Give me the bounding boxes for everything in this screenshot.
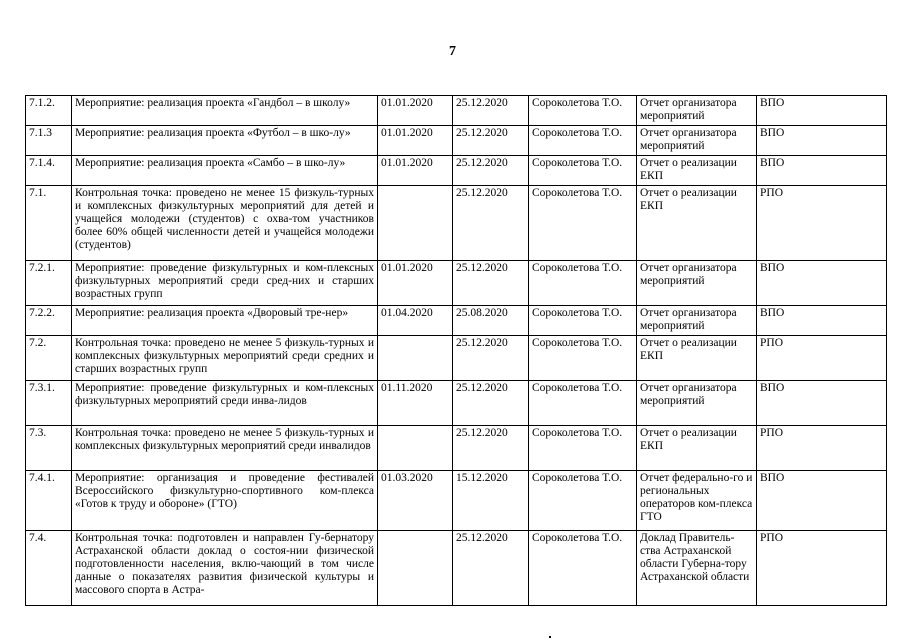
level-cell: ВПО [757,156,887,186]
level-cell: ВПО [757,261,887,306]
plan-table-body [26,96,887,606]
table-row [26,96,887,126]
row-number: 7.3.1. [26,381,72,426]
start-date-cell: 01.11.2020 [378,381,453,426]
row-number: 7.2.2. [26,306,72,336]
start-date-cell: 01.03.2020 [378,471,453,531]
start-date-cell: 01.01.2020 [378,261,453,306]
end-date-cell: 25.12.2020 [453,126,529,156]
start-date-cell: 01.01.2020 [378,96,453,126]
activity-cell: Мероприятие: реализация проекта «Самбо – в шко-лу» [72,156,378,186]
responsible-cell: Сороколетова Т.О. [529,126,637,156]
activity-cell: Мероприятие: реализация проекта «Футбол – в шко-лу» [72,126,378,156]
table-row [26,531,887,606]
table-row [26,261,887,306]
end-date-cell: 25.12.2020 [453,186,529,261]
start-date-cell: 01.04.2020 [378,306,453,336]
document-cell: Отчет федерально-го и региональных операторов ком-плекса ГТО [637,471,757,531]
table-row [26,156,887,186]
start-date-cell [378,336,453,381]
responsible-cell: Сороколетова Т.О. [529,261,637,306]
row-number: 7.1.2. [26,96,72,126]
level-cell: ВПО [757,126,887,156]
row-number: 7.3. [26,426,72,471]
table-row [26,381,887,426]
level-cell: ВПО [757,306,887,336]
document-cell: Отчет организатора мероприятий [637,261,757,306]
document-cell: Отчет организатора мероприятий [637,96,757,126]
row-number: 7.1.3 [26,126,72,156]
responsible-cell: Сороколетова Т.О. [529,471,637,531]
end-date-cell: 25.12.2020 [453,261,529,306]
responsible-cell: Сороколетова Т.О. [529,426,637,471]
plan-table [25,95,887,606]
level-cell: РПО [757,186,887,261]
level-cell: ВПО [757,381,887,426]
end-date-cell: 25.08.2020 [453,306,529,336]
row-number: 7.2.1. [26,261,72,306]
table-row [26,186,887,261]
document-cell: Отчет организатора мероприятий [637,126,757,156]
document-cell: Отчет о реализации ЕКП [637,156,757,186]
responsible-cell: Сороколетова Т.О. [529,531,637,606]
activity-cell: Контрольная точка: проведено не менее 5 физкуль-турных и комплексных физкультурных мероприятий среди средних и старших возрастных групп [72,336,378,381]
end-date-cell: 25.12.2020 [453,426,529,471]
end-date-cell: 25.12.2020 [453,336,529,381]
page-number: 7 [449,44,456,59]
document-cell: Отчет организатора мероприятий [637,306,757,336]
end-date-cell: 25.12.2020 [453,381,529,426]
responsible-cell: Сороколетова Т.О. [529,306,637,336]
end-date-cell: 25.12.2020 [453,156,529,186]
responsible-cell: Сороколетова Т.О. [529,336,637,381]
responsible-cell: Сороколетова Т.О. [529,381,637,426]
start-date-cell [378,186,453,261]
level-cell: РПО [757,426,887,471]
level-cell: ВПО [757,471,887,531]
scan-speck [549,636,551,638]
document-cell: Доклад Правитель-ства Астраханской области Губерна-тору Астраханской области [637,531,757,606]
start-date-cell [378,426,453,471]
end-date-cell: 15.12.2020 [453,471,529,531]
activity-cell: Мероприятие: проведение физкультурных и ком-плексных физкультурных мероприятий среди сред-них и старших возрастных групп [72,261,378,306]
row-number: 7.4.1. [26,471,72,531]
end-date-cell: 25.12.2020 [453,96,529,126]
table-row [26,126,887,156]
start-date-cell: 01.01.2020 [378,126,453,156]
activity-cell: Контрольная точка: подготовлен и направлен Гу-бернатору Астраханской области доклад о состоя-нии физической подготовленности населения, вклю-чающий в том числе данные о показателях развития физической культуры и массового спорта в Астра- [72,531,378,606]
activity-cell: Мероприятие: реализация проекта «Гандбол – в школу» [72,96,378,126]
table-row [26,336,887,381]
activity-cell: Мероприятие: организация и проведение фестивалей Всероссийского физкультурно-спортивного ком-плекса «Готов к труду и обороне» (ГТО) [72,471,378,531]
document-cell: Отчет о реализации ЕКП [637,336,757,381]
table-row [26,471,887,531]
activity-cell: Мероприятие: реализация проекта «Дворовый тре-нер» [72,306,378,336]
level-cell: ВПО [757,96,887,126]
responsible-cell: Сороколетова Т.О. [529,156,637,186]
start-date-cell: 01.01.2020 [378,156,453,186]
level-cell: РПО [757,336,887,381]
level-cell: РПО [757,531,887,606]
row-number: 7.1. [26,186,72,261]
table-row [26,426,887,471]
activity-cell: Контрольная точка: проведено не менее 5 физкуль-турных и комплексных физкультурных мероприятий среди инвалидов [72,426,378,471]
table-row [26,306,887,336]
document-cell: Отчет о реализации ЕКП [637,426,757,471]
responsible-cell: Сороколетова Т.О. [529,186,637,261]
row-number: 7.1.4. [26,156,72,186]
document-cell: Отчет о реализации ЕКП [637,186,757,261]
document-cell: Отчет организатора мероприятий [637,381,757,426]
start-date-cell [378,531,453,606]
activity-cell: Контрольная точка: проведено не менее 15 физкуль-турных и комплексных физкультурных мероприятий для детей и учащейся молодежи (студентов) с охва-том участников более 60% общей численности детей и учащейся молодежи (студентов) [72,186,378,261]
end-date-cell: 25.12.2020 [453,531,529,606]
activity-cell: Мероприятие: проведение физкультурных и ком-плексных физкультурных мероприятий среди инва-лидов [72,381,378,426]
responsible-cell: Сороколетова Т.О. [529,96,637,126]
row-number: 7.2. [26,336,72,381]
row-number: 7.4. [26,531,72,606]
